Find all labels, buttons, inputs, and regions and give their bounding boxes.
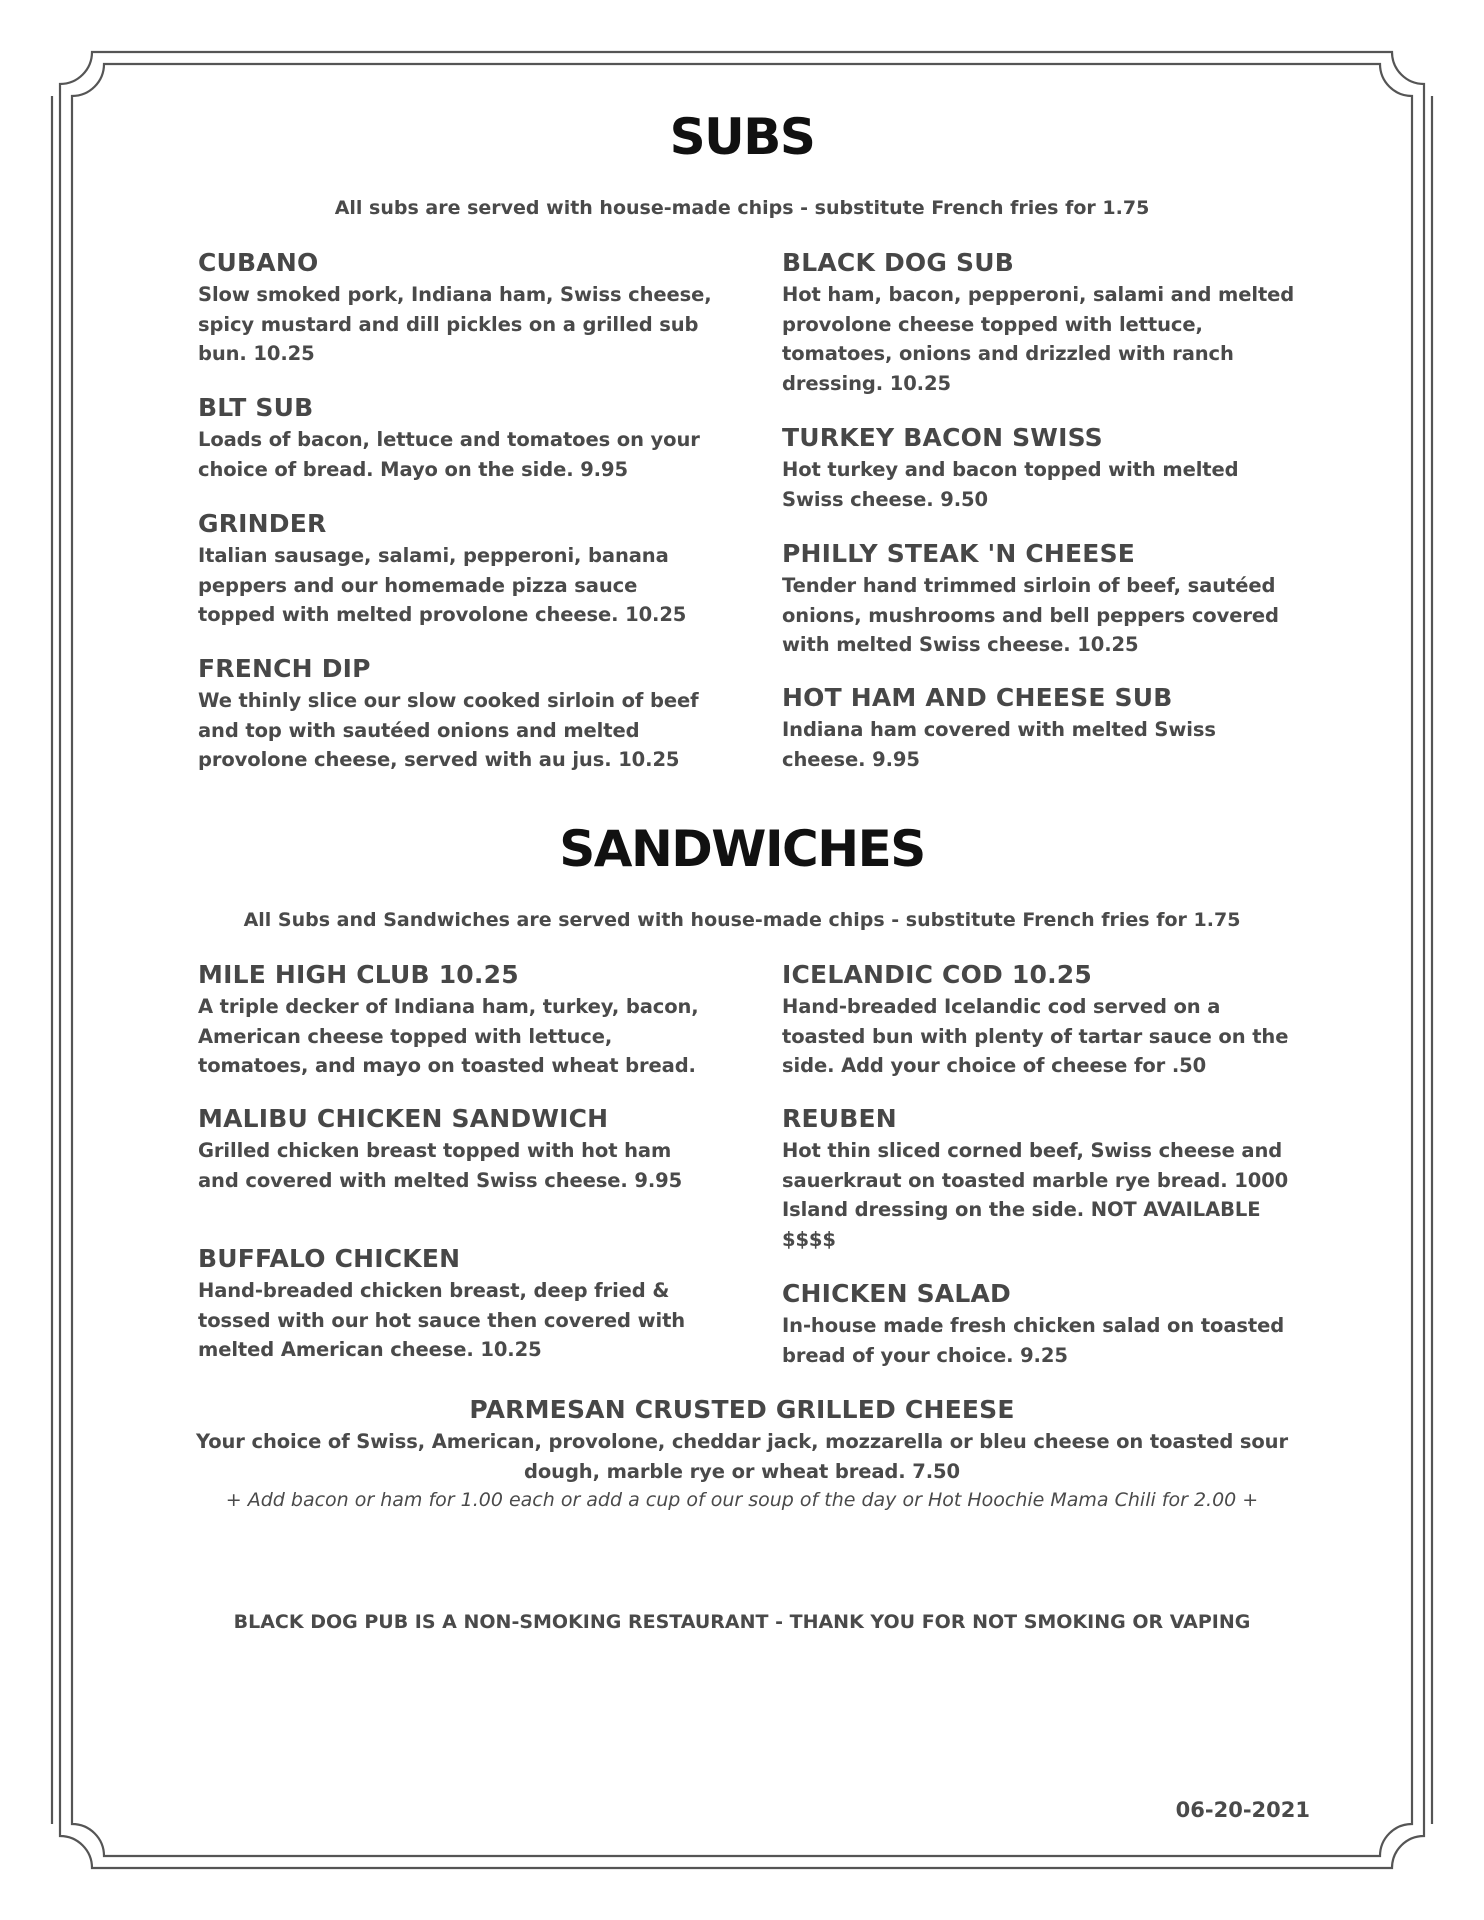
item-name: FRENCH DIP [198, 654, 371, 683]
add-on-note: + Add bacon or ham for 1.00 each or add a cup of our soup of the day or Hot Hoochie Mama Chili for 2.00 + [225, 1489, 1259, 1511]
menu-item-malibu-chicken-sandwich [198, 1102, 718, 1195]
menu-item-philly-steak-n-cheese [782, 537, 1302, 660]
item-description: Slow smoked pork, Indiana ham, Swiss cheese, spicy mustard and dill pickles on a grilled sub bun. 10.25 [198, 283, 712, 365]
item-description: Indiana ham covered with melted Swiss cheese. 9.95 [782, 718, 1216, 771]
menu-item-blt-sub [198, 391, 718, 484]
item-description: Hot turkey and bacon topped with melted Swiss cheese. 9.50 [782, 458, 1239, 511]
item-name: TURKEY BACON SWISS [782, 423, 1103, 452]
item-description: Grilled chicken breast topped with hot ham and covered with melted Swiss cheese. 9.95 [198, 1139, 683, 1192]
subs-section-note: All subs are served with house-made chips - substitute French fries for 1.75 [334, 197, 1150, 219]
menu-item-buffalo-chicken [198, 1242, 718, 1365]
menu-item-cubano [198, 246, 718, 369]
sandwiches-section-title: SANDWICHES [559, 820, 925, 878]
item-name: PARMESAN CRUSTED GRILLED CHEESE [469, 1395, 1015, 1424]
non-smoking-notice: BLACK DOG PUB IS A NON-SMOKING RESTAURANT - THANK YOU FOR NOT SMOKING OR VAPING [233, 1611, 1251, 1633]
menu-item-turkey-bacon-swiss [782, 421, 1302, 514]
item-description: Hand-breaded Icelandic cod served on a toasted bun with plenty of tartar sauce on the side. Add your choice of cheese for .50 [782, 995, 1289, 1077]
menu-item-french-dip [198, 652, 718, 775]
item-name: BLT SUB [198, 393, 314, 422]
menu-item-hot-ham-and-cheese-sub [782, 681, 1302, 774]
item-name: BLACK DOG SUB [782, 248, 1014, 277]
item-name: REUBEN [782, 1104, 897, 1133]
menu-item-black-dog-sub [782, 246, 1302, 398]
item-name: HOT HAM AND CHEESE SUB [782, 683, 1173, 712]
item-name: GRINDER [198, 509, 327, 538]
menu-item-mile-high-club [198, 958, 718, 1081]
item-description: Italian sausage, salami, pepperoni, banana peppers and our homemade pizza sauce topped with melted provolone cheese. 10.25 [198, 544, 687, 626]
item-description: Tender hand trimmed sirloin of beef, sautéed onions, mushrooms and bell peppers covered with melted Swiss cheese. 10.25 [782, 574, 1279, 656]
menu-item-grinder [198, 507, 718, 630]
item-name: BUFFALO CHICKEN [198, 1244, 461, 1273]
menu-item-icelandic-cod [782, 958, 1302, 1081]
item-description: A triple decker of Indiana ham, turkey, bacon, American cheese topped with lettuce, tomatoes, and mayo on toasted wheat bread. [198, 995, 699, 1077]
item-description: Hot ham, bacon, pepperoni, salami and melted provolone cheese topped with lettuce, tomatoes, onions and drizzled with ranch dressing. 10.25 [782, 283, 1295, 395]
item-description: In-house made fresh chicken salad on toasted bread of your choice. 9.25 [782, 1314, 1285, 1367]
menu-date: 06-20-2021 [1175, 1798, 1310, 1822]
menu-item-reuben [782, 1102, 1302, 1254]
item-name: MILE HIGH CLUB 10.25 [198, 960, 519, 989]
item-description: Hot thin sliced corned beef, Swiss cheese and sauerkraut on toasted marble rye bread. 1000 Island dressing on the side. NOT AVAILABLE $$$$ [782, 1139, 1289, 1251]
item-description: Your choice of Swiss, American, provolone, cheddar jack, mozzarella or bleu cheese on toasted sour dough, marble rye or wheat bread. 7.50 [196, 1430, 1288, 1483]
subs-section-title: SUBS [669, 108, 815, 166]
item-description: Loads of bacon, lettuce and tomatoes on your choice of bread. Mayo on the side. 9.95 [198, 428, 700, 481]
item-description: Hand-breaded chicken breast, deep fried & tossed with our hot sauce then covered with melted American cheese. 10.25 [198, 1279, 686, 1361]
item-name: PHILLY STEAK 'N CHEESE [782, 539, 1136, 568]
item-name: ICELANDIC COD 10.25 [782, 960, 1092, 989]
item-description: We thinly slice our slow cooked sirloin of beef and top with sautéed onions and melted provolone cheese, served with au jus. 10.25 [198, 689, 699, 771]
menu-item-chicken-salad [782, 1277, 1302, 1370]
item-name: CUBANO [198, 248, 319, 277]
sandwiches-section-note: All Subs and Sandwiches are served with house-made chips - substitute French fries for 1.75 [243, 909, 1241, 931]
menu-item-parmesan-crusted-grilled-cheese [190, 1393, 1294, 1515]
item-name: CHICKEN SALAD [782, 1279, 1011, 1308]
item-name: MALIBU CHICKEN SANDWICH [198, 1104, 609, 1133]
